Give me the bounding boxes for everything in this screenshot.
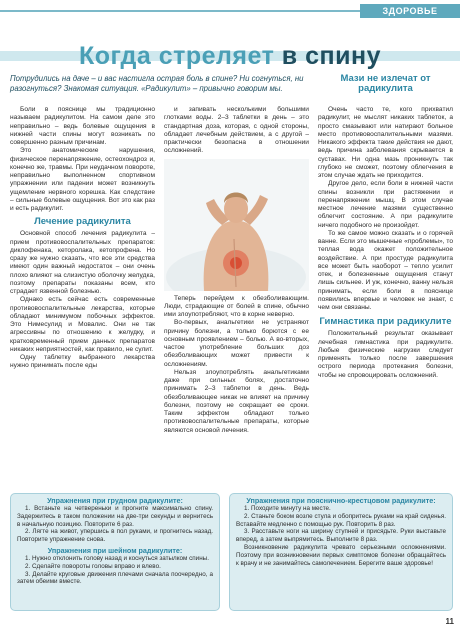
column-2 [164,106,309,492]
closing-note: Возникновение радикулита чревато серьезными осложнениями. Поэтому при возникновении первых симптомов болезни обращайтесь к врачу и не занимайтесь самолечением. Берегите ваше здоровье! [236,543,446,567]
paragraph: Нельзя злоупотреблять анальгетиками даже при сильных болях, достаточно принимать 2–3 таблетки в день. Ведь обезболивающее никак не влияет на причину болезни, поэтому не сокращает ее сроки. Таким эффектом обладают только противовоспалительные препараты, которые являются основой лечения. [164,368,309,434]
section-header [0,4,460,18]
paragraph: Во-первых, анальгетики не устраняют причину болезни, а только борются с ее основным проявлением – болью. А во-вторых, частое употребление больших доз обезболивающих может привести к осложнениям. [164,319,309,368]
title-band [0,40,460,72]
box-heading-cervical: Упражнения при шейном радикулите: [47,545,183,555]
paragraph: То же самое можно сказать и о горячей ванне. Если это мышечные «проблемы», то теплая вода окажет положительное воздействие. А при простуде радикулита все может быть наоборот – тепло усилит отек, и болезненные ощущения станут лишь сильнее. И уж, конечно, ванну нельзя принимать, если боли в пояснице появились впервые и человек не знает, с чем они связаны. [318,229,453,311]
back-pain-illustration [164,159,309,291]
paragraph: Однако есть сейчас есть современные противовоспалительные лекарства, которые обладают минимумом побочных эффектов. Это Нимесулид и Мовалис. Они не так агрессивны по отношению к желудку, и кратковременный прием данных препаратов никаких неприятностей, как правило, не сулит. [10,296,155,353]
paragraph: Боли в пояснице мы традиционно называем радикулитом. На самом деле это неправильно – ведь болевые ощущения в нижней части спины могут возникать по совершенно разным причинам. [10,106,155,146]
exercise-step: 1. Нужно отклонить голову назад и коснуться затылком спины. [25,554,209,562]
exercise-step: 2. Станьте боком возле стула и обопритесь руками на край сиденья. Вставайте медленно с помощью рук. Повторить 8 раз. [236,512,446,528]
paragraph: и запивать несколькими большими глотками воды. 2–3 таблетки в день – это стандартная доза, которая, с одной стороны, обладает лечебным действием, а с другой – практически безопасна в отношении осложнений. [164,106,309,155]
paragraph: Это анатомические нарушения, физическое перенапряжение, остеохондроз и, конечно же, травмы. При неудачном повороте, неправильно выполненном спортивном упражнении или падении может возникнуть ущемление нервного корешка. Как следствие – сильные болевые ощущения. Вот это как раз и есть радикулит. [10,147,155,212]
exercise-step: 3. Расставьте ноги на ширину ступней и присядьте. Руки выставьте вперед, а затем выпрямитесь. Выполните 8 раз. [236,528,446,544]
title-accent: в спину [281,42,381,70]
box-body-thoracic [11,505,219,544]
subheading-treatment: Лечение радикулита [34,216,131,228]
paragraph: Одну таблетку выбранного лекарства нужно принимать после еды [10,354,155,370]
paragraph: Теперь перейдем к обезболивающим. Люди, страдающие от болей в спине, обычно ими злоупотребляют, что в корне неверно. [164,294,309,318]
header-rule [0,10,360,12]
paragraph: Очень часто те, кого прихватил радикулит, не мыслят никаких таблеток, а просто смазывают или натирают больное место противовоспалительными мазями. Никакого эффекта такие действия не дают, ведь причина заболевания скрывается в суставах. Ни одна мазь проникнуть так глубоко не сможет, поэтому облегчения в этом случае ждать не приходится. [318,106,453,179]
exercise-step: 1. Встаньте на четвереньки и прогните максимально спину. Задержитесь в таком положении на две-три секунды и вернитесь в начальную позицию. Повторите 6 раз. [17,505,213,528]
paragraph: Положительный результат оказывает лечебная гимнастика при радикулите. Любые физические нагрузки следует применять только после завершения острого периода протекания болезни, чтобы не спровоцировать осложнений. [318,330,453,379]
box-heading-thoracic: Упражнения при грудном радикулите: [47,496,183,505]
box-heading-lumbosacral: Упражнения при пояснично-крестцовом радикулите: [246,496,436,505]
section-label: ЗДОРОВЬЕ [360,4,460,18]
exercise-step: 3. Делайте круговые движения плечами сначала поочередно, а затем обеими вместе. [17,570,213,586]
article-title [0,40,460,72]
subheading-ointments: Мази не излечат от радикулита [340,73,431,94]
paragraph: Основной способ лечения радикулита – прием противовоспалительных препаратов: диклофенака, кеторолака, кетопрофена. Но сразу же нужно сказать, что все эти средства имеют один важный недостаток – они очень плохо влияют на слизистую оболочку желудка, поэтому препараты показаны всем, кто страдает язвенной болезнью. [10,230,155,295]
exercise-step: 2. Сделайте повороты головы вправо и влево. [25,562,161,570]
box-body-lumbosacral [230,505,452,567]
exercise-step: 1. Походите минуту на месте. [244,505,331,512]
page-number: 11 [445,617,454,626]
lead-paragraph: Потрудились на даче – и вас настигла острая боль в спине? Ни согнуться, ни разогнуться? Знакомая ситуация. «Радикулит» – привычно говорим мы. [10,74,304,93]
exercise-box-lumbosacral [229,493,453,611]
column-1 [10,106,155,486]
back-pain-photo [164,159,309,291]
exercise-box-thoracic-cervical [10,493,220,611]
box-body-cervical [11,555,219,586]
column-3 [318,106,453,486]
subheading-gymnastics: Гимнастика при радикулите [319,316,452,328]
exercise-step: 2. Лягте на живот, упершись в пол руками, и прогнитесь назад. Повторите упражнение снова. [17,528,213,544]
title-main: Когда стреляет [79,42,275,70]
paragraph: Другое дело, если боли в нижней части спины возникли при растяжении и перенапряжении мышц. В этом случае местное лечение мазями существенно облегчит состояние. А при радикулите ничего подобного не произойдет. [318,180,453,229]
